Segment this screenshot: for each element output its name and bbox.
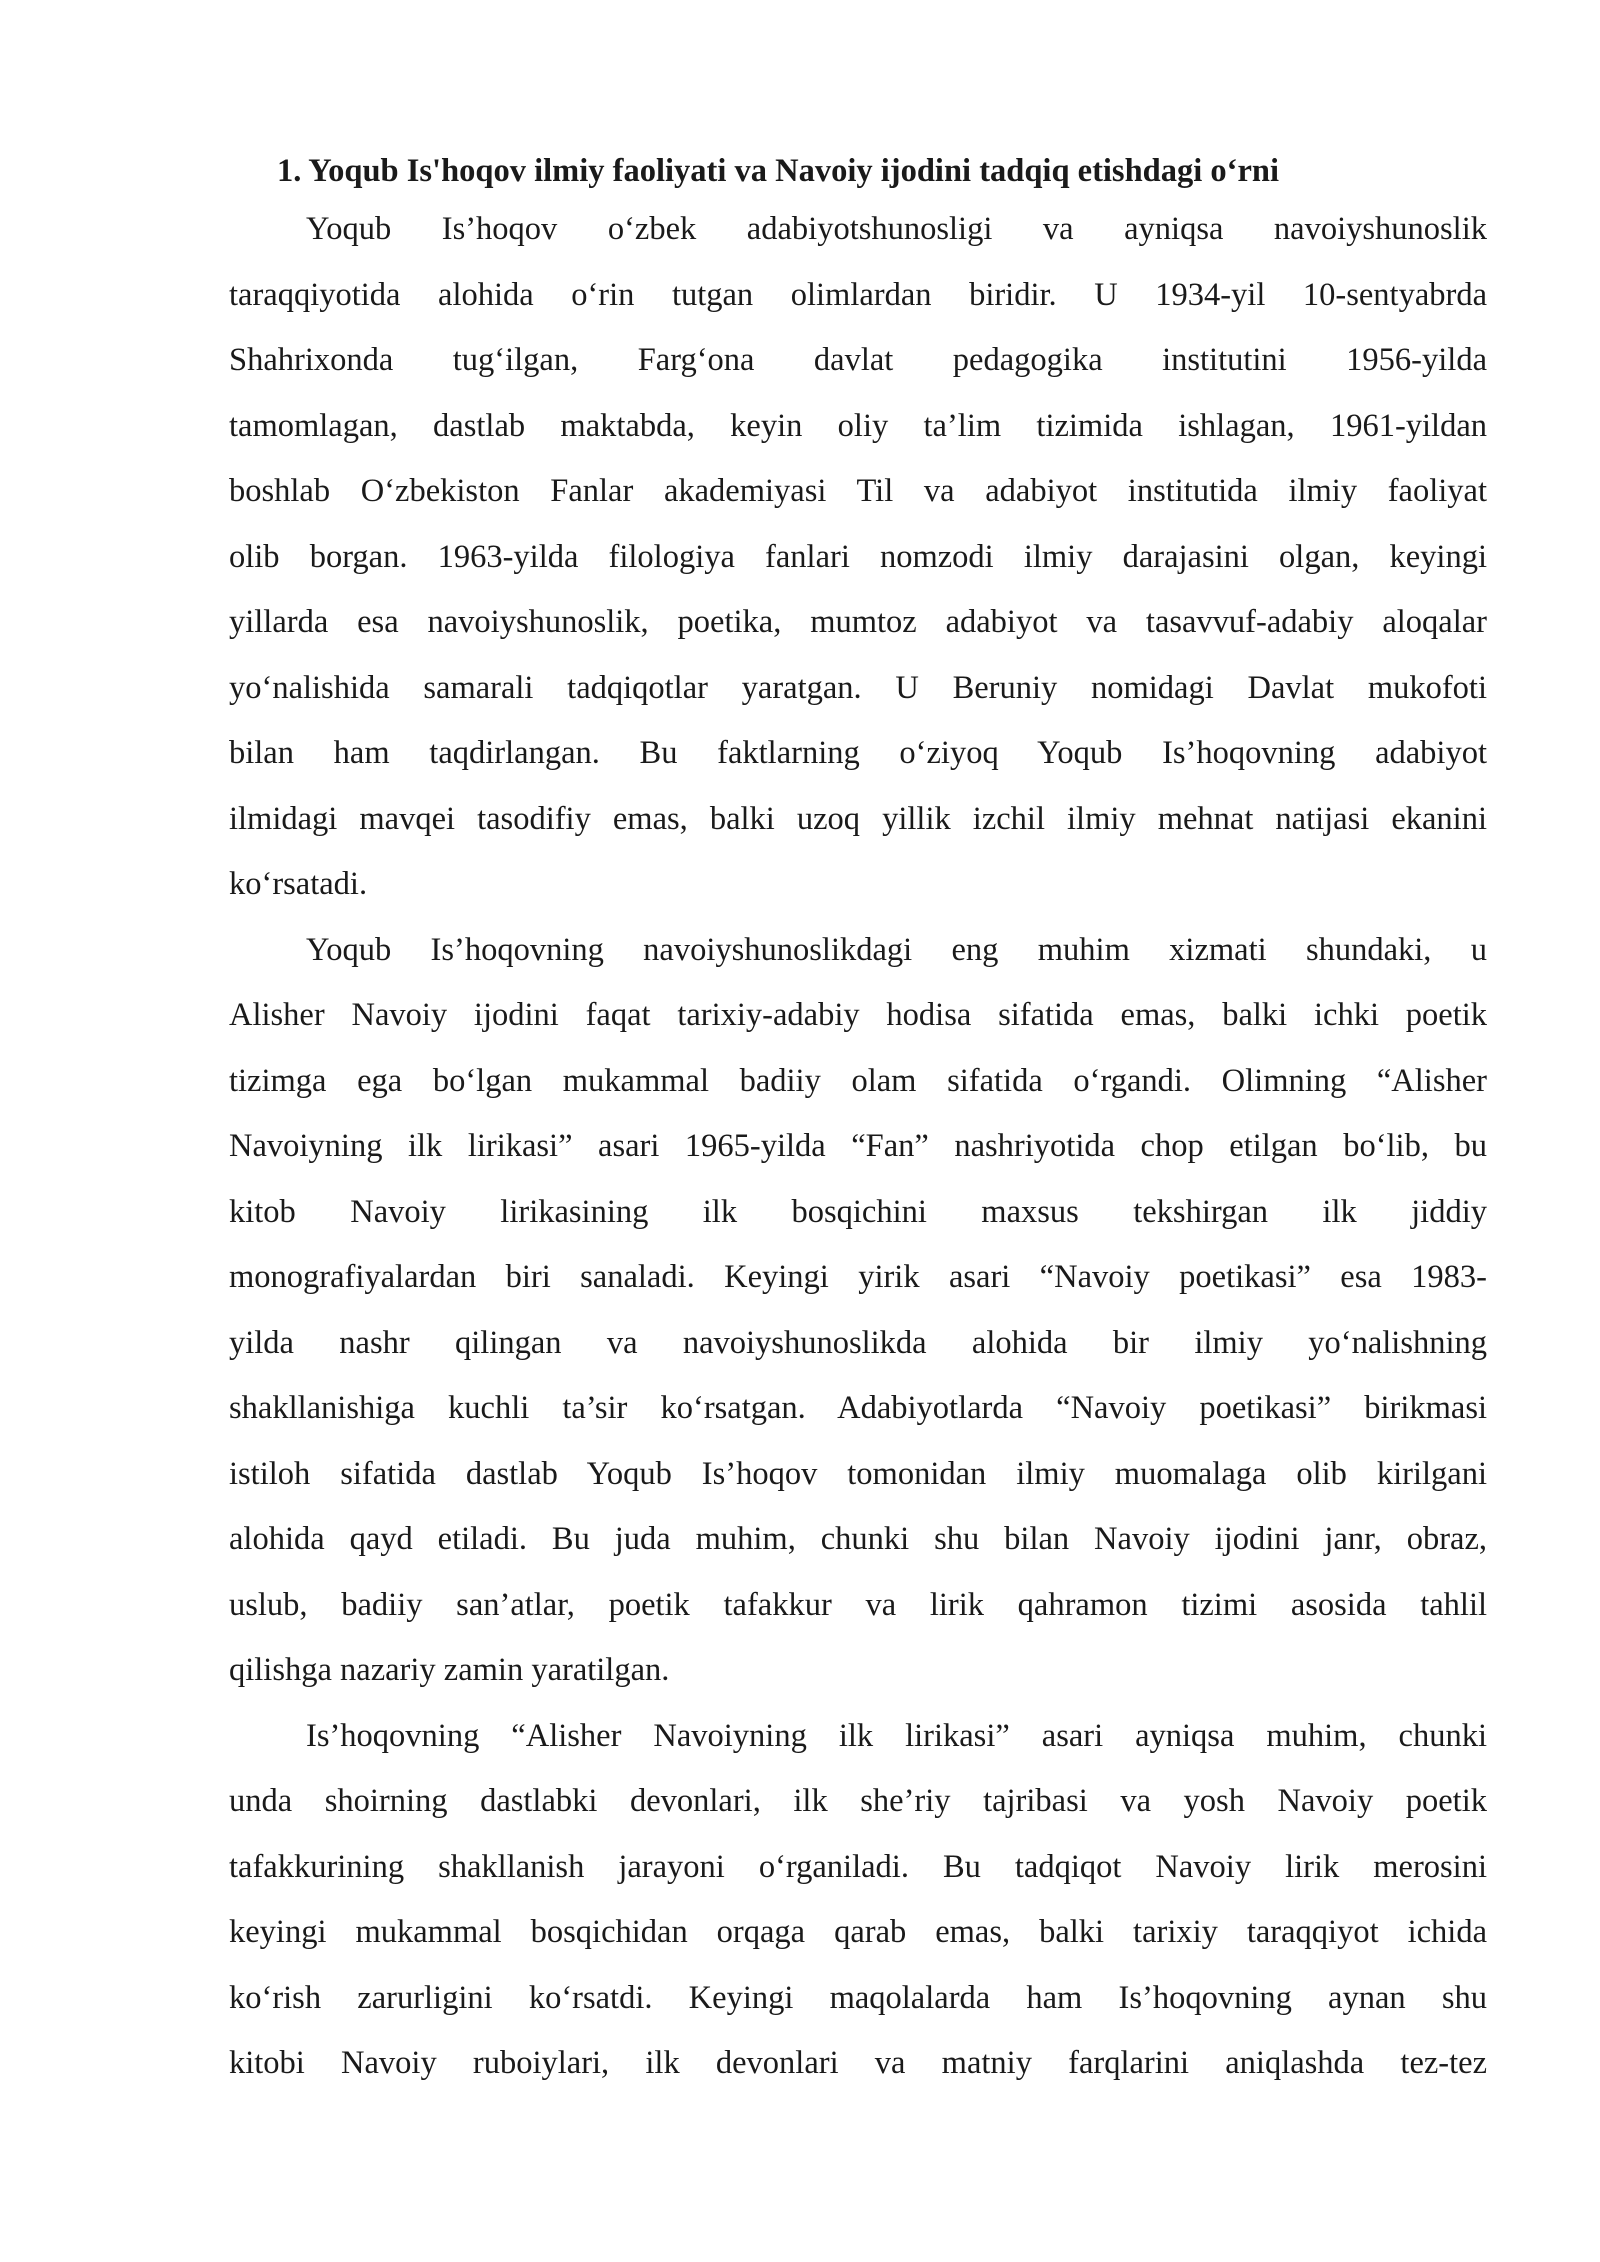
- text-line: Shahrixonda tug‘ilgan, Farg‘ona davlat pedagogika institutini 1956-yilda: [229, 342, 1487, 378]
- paragraph: [229, 1704, 1487, 2097]
- text-line: yo‘nalishida samarali tadqiqotlar yaratgan. U Beruniy nomidagi Davlat mukofoti: [229, 669, 1487, 706]
- text-line: Is’hoqovning “Alisher Navoiyning ilk lirikasi” asari ayniqsa muhim, chunki: [306, 1717, 1487, 1754]
- body-text: [229, 197, 1487, 2097]
- text-line: tafakkurining shakllanish jarayoni o‘rganiladi. Bu tadqiqot Navoiy lirik merosini: [229, 1848, 1487, 1885]
- text-line: Yoqub Is’hoqovning navoiyshunoslikdagi eng muhim xizmati shundaki, u: [306, 931, 1487, 968]
- text-line: monografiyalardan biri sanaladi. Keyingi yirik asari “Navoiy poetikasi” esa 1983-: [229, 1259, 1487, 1295]
- text-line: kitobi Navoiy ruboiylari, ilk devonlari va matniy farqlarini aniqlashda tez-tez: [229, 2045, 1487, 2081]
- text-line: taraqqiyotida alohida o‘rin tutgan olimlardan biridir. U 1934-yil 10-sentyabrda: [229, 276, 1487, 313]
- section-heading: 1. Yoqub Is'hoqov ilmiy faoliyati va Navoiy ijodini tadqiq etishdagi o‘rni: [277, 153, 1279, 189]
- text-line: qilishga nazariy zamin yaratilgan.: [229, 1652, 670, 1688]
- text-line: shakllanishiga kuchli ta’sir ko‘rsatgan. Adabiyotlarda “Navoiy poetikasi” birikmasi: [229, 1390, 1487, 1426]
- text-line: Alisher Navoiy ijodini faqat tarixiy-adabiy hodisa sifatida emas, balki ichki poetik: [229, 997, 1487, 1033]
- text-line: Yoqub Is’hoqov o‘zbek adabiyotshunosligi va ayniqsa navoiyshunoslik: [306, 211, 1487, 247]
- paragraph: [229, 918, 1487, 1704]
- text-line: unda shoirning dastlabki devonlari, ilk she’riy tajribasi va yosh Navoiy poetik: [229, 1783, 1487, 1819]
- text-line: bilan ham taqdirlangan. Bu faktlarning o‘ziyoq Yoqub Is’hoqovning adabiyot: [229, 735, 1487, 771]
- text-line: alohida qayd etiladi. Bu juda muhim, chunki shu bilan Navoiy ijodini janr, obraz,: [229, 1521, 1487, 1557]
- text-line: ko‘rsatadi.: [229, 866, 368, 902]
- text-line: kitob Navoiy lirikasining ilk bosqichini maxsus tekshirgan ilk jiddiy: [229, 1193, 1487, 1230]
- text-line: ilmidagi mavqei tasodifiy emas, balki uzoq yillik izchil ilmiy mehnat natijasi ekanini: [229, 800, 1487, 837]
- text-line: Navoiyning ilk lirikasi” asari 1965-yilda “Fan” nashriyotida chop etilgan bo‘lib, bu: [229, 1128, 1487, 1164]
- text-line: tamomlagan, dastlab maktabda, keyin oliy ta’lim tizimida ishlagan, 1961-yildan: [229, 407, 1487, 444]
- text-line: uslub, badiiy san’atlar, poetik tafakkur va lirik qahramon tizimi asosida tahlil: [229, 1586, 1487, 1623]
- paragraph: [229, 197, 1487, 918]
- text-line: keyingi mukammal bosqichidan orqaga qarab emas, balki tarixiy taraqqiyot ichida: [229, 1914, 1487, 1950]
- text-line: istiloh sifatida dastlab Yoqub Is’hoqov tomonidan ilmiy muomalaga olib kirilgani: [229, 1455, 1487, 1492]
- document-page: [229, 148, 1487, 2097]
- text-line: ko‘rish zarurligini ko‘rsatdi. Keyingi maqolalarda ham Is’hoqovning aynan shu: [229, 1979, 1487, 2016]
- text-line: boshlab O‘zbekiston Fanlar akademiyasi Til va adabiyot institutida ilmiy faoliyat: [229, 473, 1487, 509]
- text-line: yilda nashr qilingan va navoiyshunoslikda alohida bir ilmiy yo‘nalishning: [229, 1324, 1487, 1361]
- text-line: olib borgan. 1963-yilda filologiya fanlari nomzodi ilmiy darajasini olgan, keyingi: [229, 538, 1487, 575]
- text-line: tizimga ega bo‘lgan mukammal badiiy olam sifatida o‘rgandi. Olimning “Alisher: [229, 1062, 1487, 1099]
- text-line: yillarda esa navoiyshunoslik, poetika, mumtoz adabiyot va tasavvuf-adabiy aloqalar: [229, 604, 1487, 640]
